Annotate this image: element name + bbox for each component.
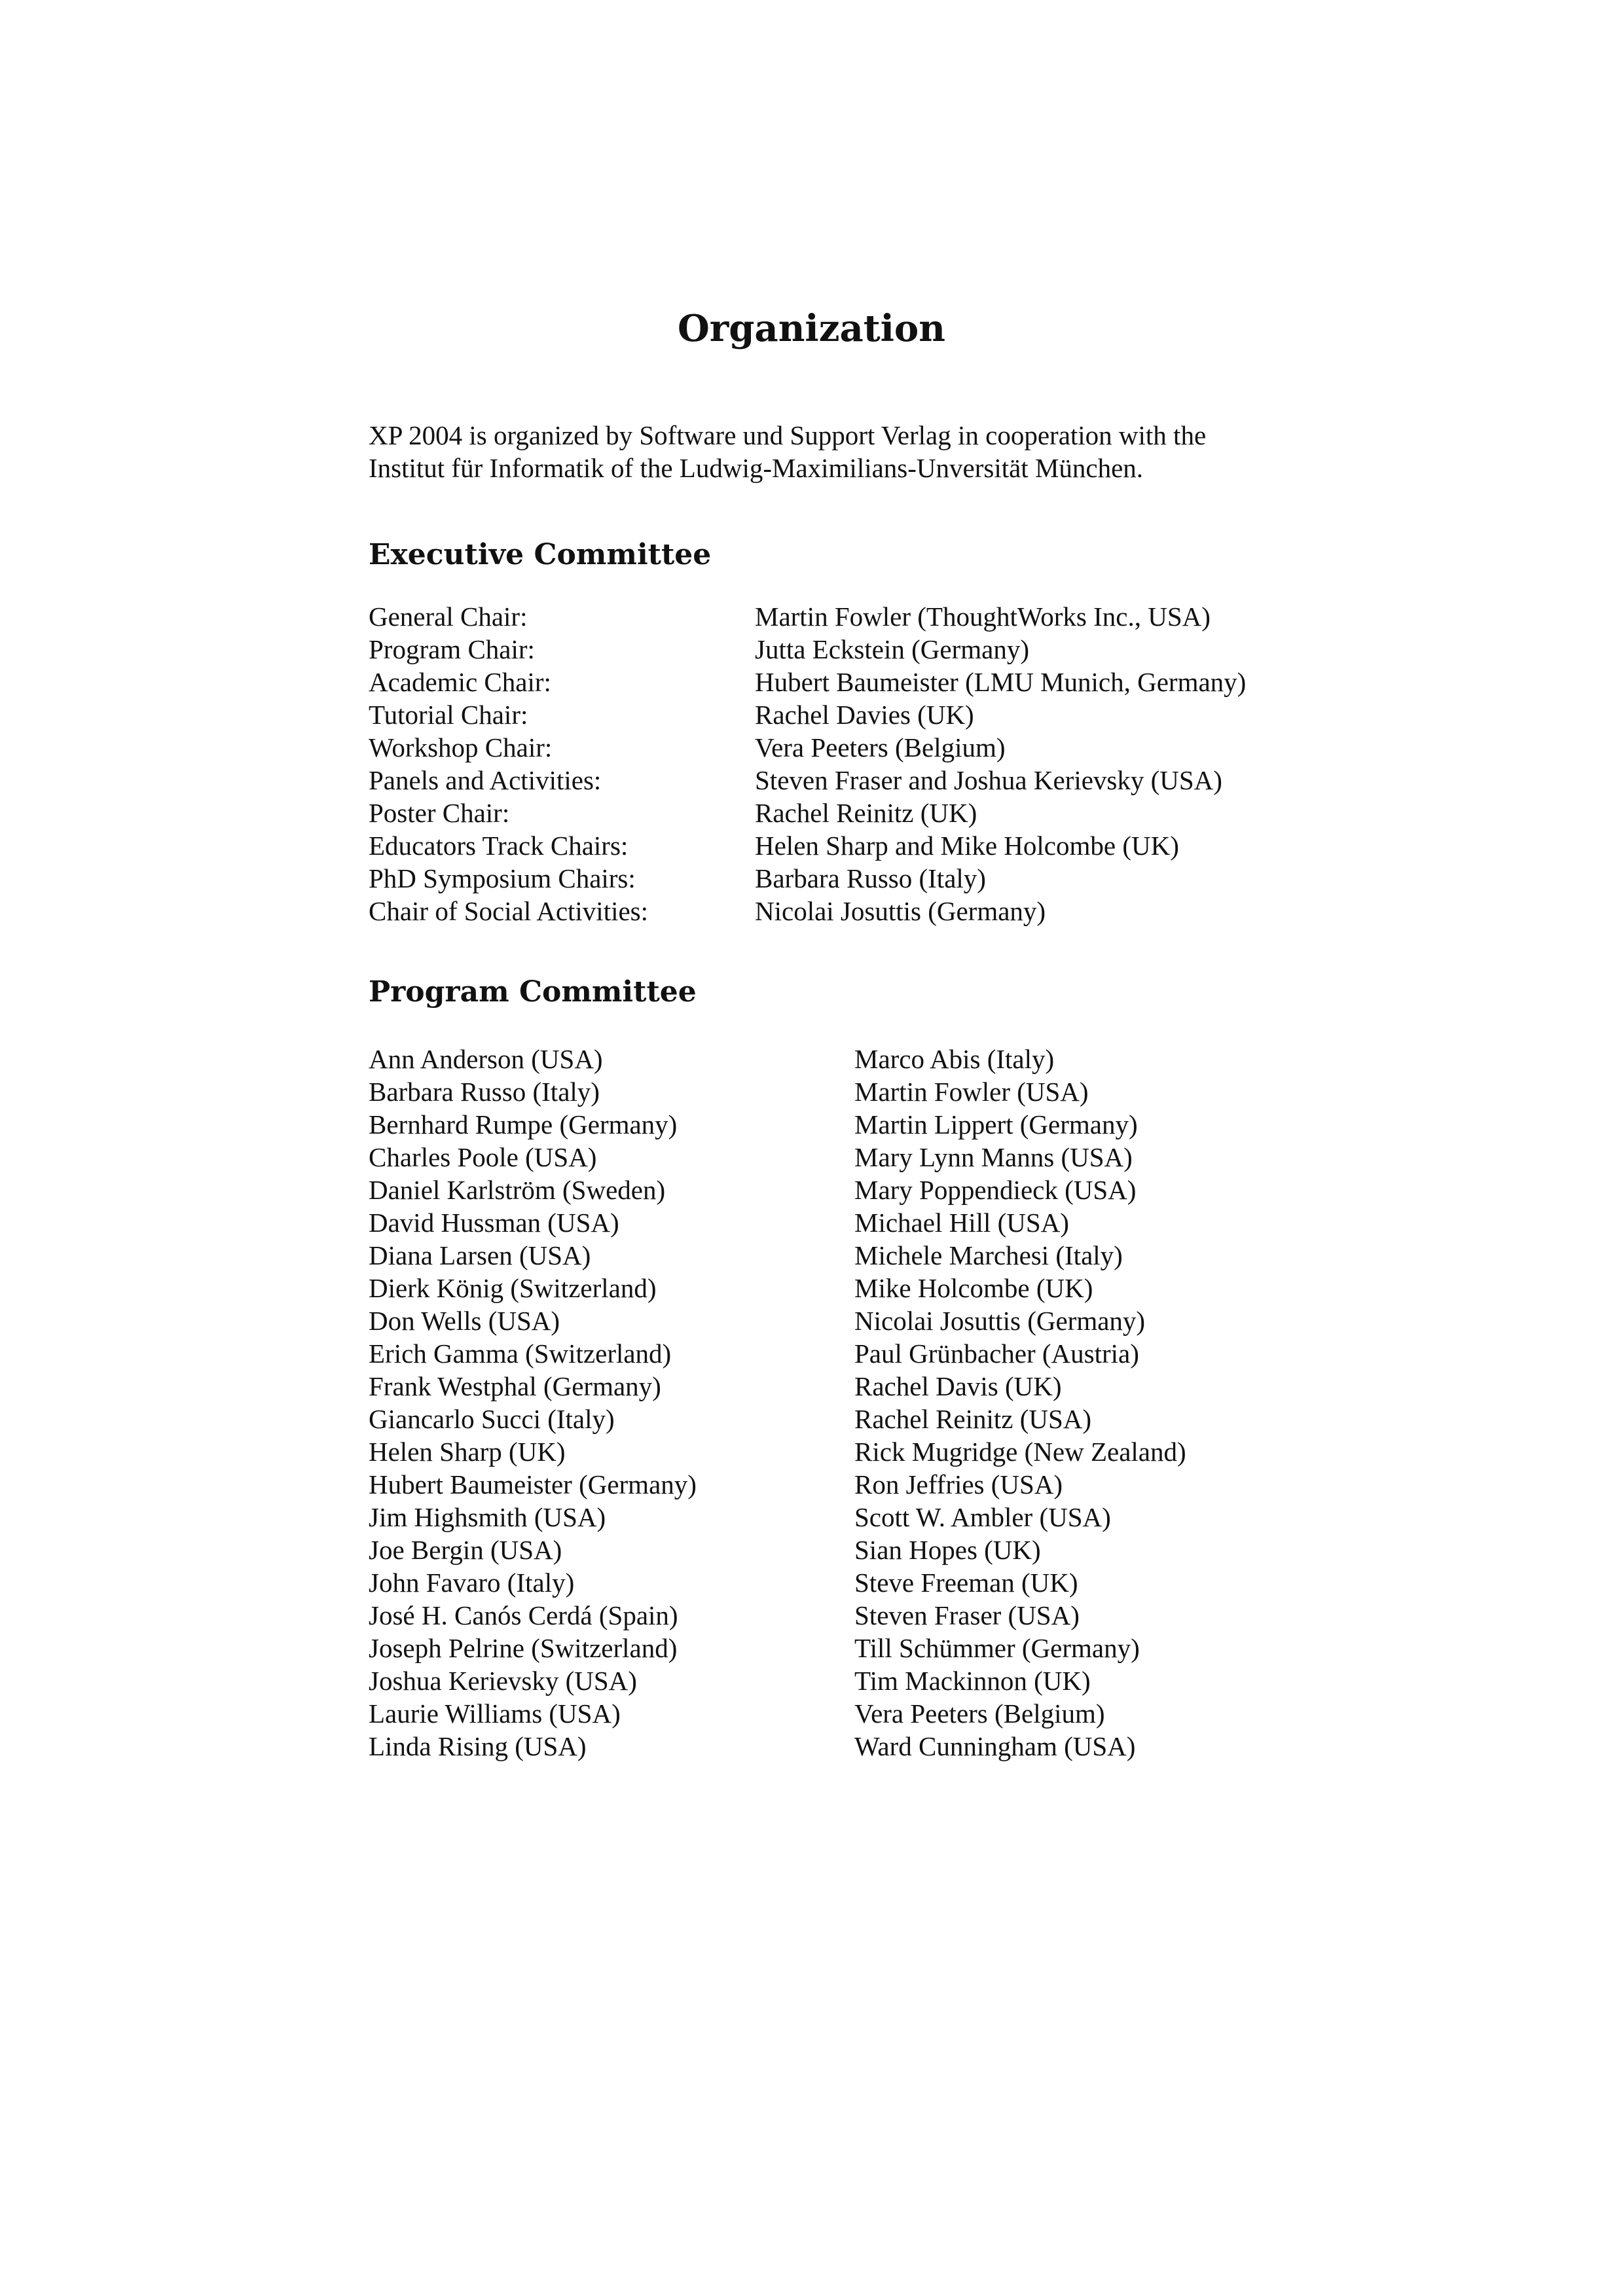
program-committee-member: Steve Freeman (UK): [854, 1568, 1078, 1598]
intro-line: XP 2004 is organized by Software und Support Verlag in cooperation with the: [369, 420, 1207, 450]
executive-committee-row: [369, 600, 1416, 633]
committee-role: Educators Track Chairs:: [369, 831, 629, 861]
executive-committee-row: [369, 731, 1416, 764]
program-committee-member: Martin Fowler (USA): [854, 1077, 1089, 1107]
program-committee-member: Joshua Kerievsky (USA): [369, 1666, 637, 1696]
page-title: Organization: [677, 307, 945, 350]
committee-role: Panels and Activities:: [369, 765, 602, 795]
committee-role: Workshop Chair:: [369, 732, 553, 762]
program-committee-member: Barbara Russo (Italy): [369, 1077, 600, 1107]
program-committee-member: Ron Jeffries (USA): [854, 1469, 1063, 1499]
program-committee-member: Rachel Davis (UK): [854, 1371, 1062, 1401]
committee-member-name: Jutta Eckstein (Germany): [755, 634, 1029, 664]
committee-role: Chair of Social Activities:: [369, 896, 649, 926]
program-committee-member: Ann Anderson (USA): [369, 1044, 603, 1074]
program-committee-column-left: [369, 1043, 854, 1763]
executive-committee-row: [369, 829, 1416, 862]
program-committee-member: Till Schümmer (Germany): [854, 1633, 1140, 1663]
program-committee-member: Erich Gamma (Switzerland): [369, 1338, 672, 1369]
executive-committee-row: [369, 666, 1416, 698]
committee-member-name: Barbara Russo (Italy): [755, 863, 986, 893]
program-committee-member: Diana Larsen (USA): [369, 1240, 591, 1270]
program-committee-member: Ward Cunningham (USA): [854, 1731, 1136, 1761]
committee-member-name: Hubert Baumeister (LMU Munich, Germany): [755, 667, 1247, 697]
program-committee-member: Hubert Baumeister (Germany): [369, 1469, 697, 1499]
executive-committee-row: [369, 698, 1416, 731]
program-committee-member: David Hussman (USA): [369, 1208, 619, 1238]
executive-committee-row: [369, 895, 1416, 927]
executive-committee-heading: Executive Committee: [369, 538, 712, 571]
program-committee-member: Dierk König (Switzerland): [369, 1273, 657, 1303]
committee-role: Program Chair:: [369, 634, 535, 664]
program-committee-member: Paul Grünbacher (Austria): [854, 1338, 1139, 1369]
committee-member-name: Rachel Davies (UK): [755, 700, 974, 730]
program-committee-member: Jim Highsmith (USA): [369, 1502, 606, 1532]
program-committee-member: Charles Poole (USA): [369, 1142, 597, 1172]
program-committee-member: Michele Marchesi (Italy): [854, 1240, 1123, 1270]
program-committee-member: Marco Abis (Italy): [854, 1044, 1055, 1074]
committee-member-name: Vera Peeters (Belgium): [755, 732, 1006, 762]
program-committee-member: Linda Rising (USA): [369, 1731, 587, 1761]
program-committee-member: Nicolai Josuttis (Germany): [854, 1306, 1146, 1336]
committee-member-name: Helen Sharp and Mike Holcombe (UK): [755, 831, 1179, 861]
executive-committee-table: [369, 600, 1416, 927]
program-committee-member: Frank Westphal (Germany): [369, 1371, 661, 1401]
committee-role: PhD Symposium Chairs:: [369, 863, 636, 893]
program-committee-member: Joseph Pelrine (Switzerland): [369, 1633, 678, 1663]
program-committee-member: Vera Peeters (Belgium): [854, 1698, 1105, 1729]
executive-committee-row: [369, 764, 1416, 797]
program-committee-member: Sian Hopes (UK): [854, 1535, 1041, 1565]
program-committee-member: Giancarlo Succi (Italy): [369, 1404, 615, 1434]
executive-committee-row: [369, 797, 1416, 829]
program-committee-member: John Favaro (Italy): [369, 1568, 575, 1598]
program-committee-member: Mike Holcombe (UK): [854, 1273, 1093, 1303]
program-committee-member: Helen Sharp (UK): [369, 1437, 566, 1467]
executive-committee-row: [369, 862, 1416, 895]
program-committee-column-right: [854, 1043, 1416, 1763]
program-committee-member: Tim Mackinnon (UK): [854, 1666, 1091, 1696]
intro-line: Institut für Informatik of the Ludwig-Maximilians-Unversität München.: [369, 453, 1144, 483]
committee-member-name: Martin Fowler (ThoughtWorks Inc., USA): [755, 601, 1211, 632]
program-committee-member: Bernhard Rumpe (Germany): [369, 1109, 678, 1139]
program-committee-member: Martin Lippert (Germany): [854, 1109, 1138, 1139]
program-committee-member: Don Wells (USA): [369, 1306, 560, 1336]
intro-paragraph: [369, 419, 1351, 484]
program-committee-member: Michael Hill (USA): [854, 1208, 1069, 1238]
program-committee-heading: Program Committee: [369, 975, 697, 1009]
committee-member-name: Rachel Reinitz (UK): [755, 798, 977, 828]
program-committee-member: Mary Poppendieck (USA): [854, 1175, 1137, 1205]
committee-role: Tutorial Chair:: [369, 700, 528, 730]
committee-member-name: Nicolai Josuttis (Germany): [755, 896, 1046, 926]
program-committee-member: Steven Fraser (USA): [854, 1600, 1080, 1630]
committee-role: Poster Chair:: [369, 798, 510, 828]
committee-role: General Chair:: [369, 601, 528, 632]
executive-committee-row: [369, 633, 1416, 666]
program-committee-member: Laurie Williams (USA): [369, 1698, 621, 1729]
program-committee-list: [369, 1043, 1416, 1763]
program-committee-member: Rick Mugridge (New Zealand): [854, 1437, 1186, 1467]
committee-role: Academic Chair:: [369, 667, 551, 697]
program-committee-member: Rachel Reinitz (USA): [854, 1404, 1092, 1434]
program-committee-member: Scott W. Ambler (USA): [854, 1502, 1111, 1532]
program-committee-member: Daniel Karlström (Sweden): [369, 1175, 666, 1205]
program-committee-member: Joe Bergin (USA): [369, 1535, 562, 1565]
program-committee-member: José H. Canós Cerdá (Spain): [369, 1600, 678, 1630]
committee-member-name: Steven Fraser and Joshua Kerievsky (USA): [755, 765, 1222, 795]
program-committee-member: Mary Lynn Manns (USA): [854, 1142, 1133, 1172]
